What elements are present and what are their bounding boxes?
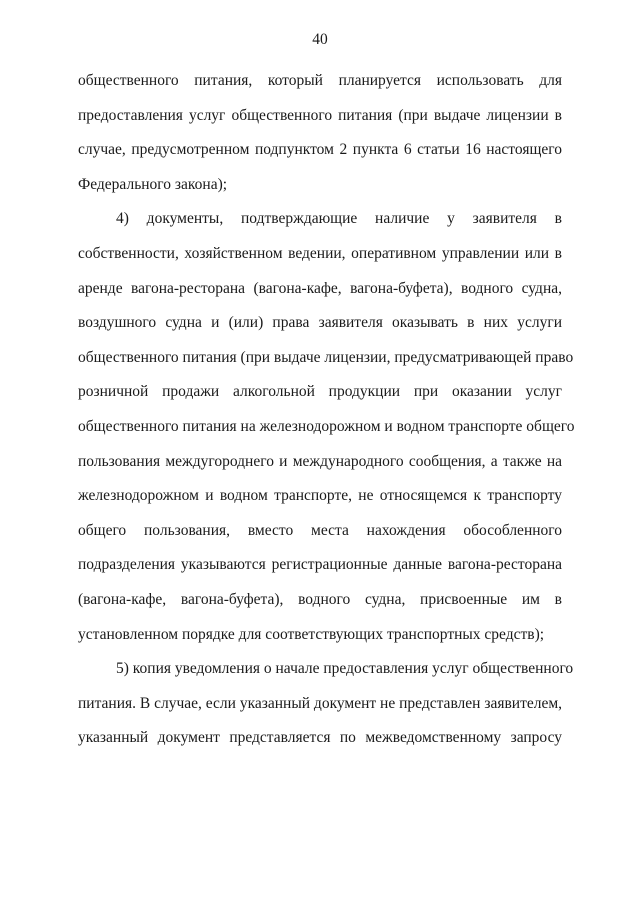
text-line: железнодорожном и водном транспорте, не относящемся к транспорту: [78, 487, 562, 505]
paragraph-continuation: [78, 64, 562, 202]
text-line: собственности, хозяйственном ведении, оперативном управлении или в: [78, 244, 562, 262]
text-line: Федерального закона);: [78, 175, 228, 193]
text-line: общественного питания, который планируется использовать для: [78, 72, 562, 89]
paragraph-item-4: [78, 202, 575, 652]
text-line: предоставления услуг общественного питания (при выдаче лицензии в: [78, 106, 562, 124]
text-line: воздушного судна и (или) права заявителя оказывать в них услуги: [78, 314, 562, 332]
text-line: указанный документ представляется по межведомственному запросу: [78, 729, 562, 747]
text-line: установленном порядке для соответствующих транспортных средств);: [78, 625, 545, 643]
text-line: аренде вагона-ресторана (вагона-кафе, вагона-буфета), водного судна,: [78, 279, 562, 297]
text-line: общественного питания (при выдаче лицензии, предусматривающей право: [78, 348, 574, 366]
text-line: (вагона-кафе, вагона-буфета), водного судна, присвоенные им в: [78, 590, 562, 608]
text-line: общего пользования, вместо места нахождения обособленного: [78, 521, 562, 539]
page-number: 40: [312, 31, 328, 48]
text-line: питания. В случае, если указанный документ не представлен заявителем,: [78, 694, 563, 712]
paragraph-item-5: [78, 652, 574, 756]
document-body: [78, 64, 575, 756]
text-line: розничной продажи алкогольной продукции при оказании услуг: [78, 383, 562, 401]
text-line: подразделения указываются регистрационные данные вагона-ресторана: [78, 556, 562, 574]
text-line: общественного питания на железнодорожном и водном транспорте общего: [78, 417, 575, 435]
text-line: случае, предусмотренном подпунктом 2 пункта 6 статьи 16 настоящего: [78, 141, 562, 159]
text-line: пользования междугороднего и международного сообщения, а также на: [78, 452, 562, 470]
text-line: 5) копия уведомления о начале предоставления услуг общественного: [116, 660, 574, 678]
text-line: 4) документы, подтверждающие наличие у заявителя в: [116, 210, 562, 228]
